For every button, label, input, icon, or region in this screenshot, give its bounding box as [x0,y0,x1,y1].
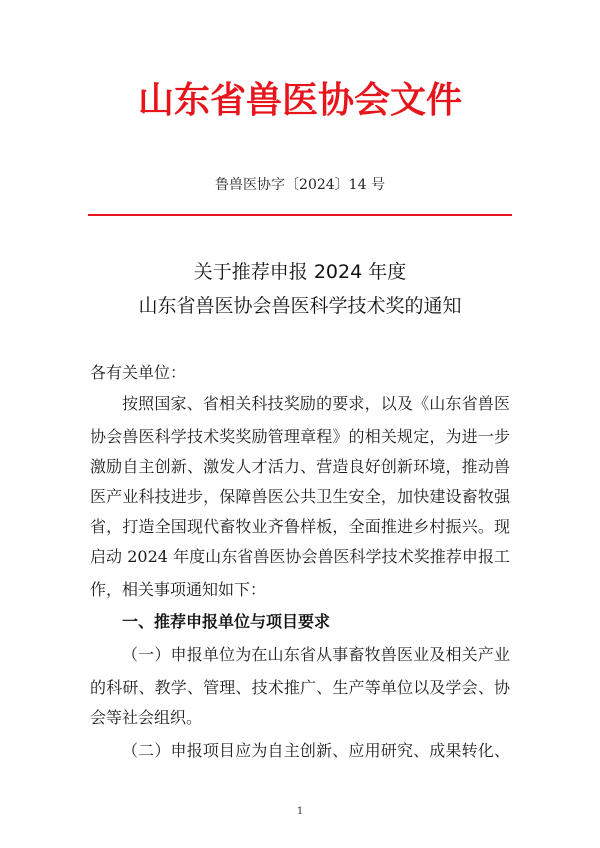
notice-title-line-1: 关于推荐申报 2024 年度 [193,261,407,283]
paragraph-line: 作，相关事项通知如下： [90,580,267,599]
paragraph-line: 激励自主创新、激发人才活力、营造良好创新环境，推动兽 [90,457,510,476]
salutation: 各有关单位： [90,363,187,382]
section-heading: 一、推荐申报单位与项目要求 [122,612,331,631]
page-number: 1 [296,806,304,817]
paragraph-line: 省，打造全国现代畜牧业齐鲁样板，全面推进乡村振兴。现 [90,517,510,536]
notice-title-line-2: 山东省兽医协会兽医科学技术奖的通知 [138,295,462,317]
document-header-title: 山东省兽医协会文件 [137,79,462,121]
header-divider [88,214,512,216]
paragraph-line: 协会兽医科学技术奖奖励管理章程》的相关规定，为进一步 [90,427,510,446]
paragraph-line: 启动 2024 年度山东省兽医协会兽医科学技术奖推荐申报工 [90,547,510,566]
paragraph-line: （二）申报项目应为自主创新、应用研究、成果转化、 [122,741,510,760]
paragraph-line: 会等社会组织。 [90,708,203,727]
paragraph-line: （一）申报单位为在山东省从事畜牧兽医业及相关产业 [122,645,510,664]
paragraph-line: 按照国家、省相关科技奖励的要求，以及《山东省兽医 [122,394,510,413]
paragraph-line: 的科研、教学、管理、技术推广、生产等单位以及学会、协 [90,678,510,697]
paragraph-line: 医产业科技进步，保障兽医公共卫生安全，加快建设畜牧强 [90,487,510,506]
document-number: 鲁兽医协字〔2024〕14 号 [215,177,385,193]
